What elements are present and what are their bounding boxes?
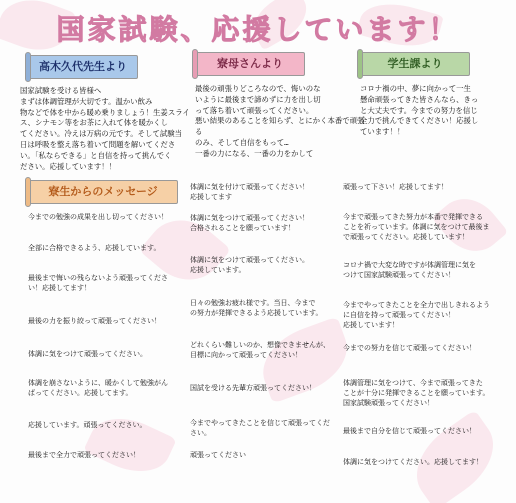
student-message: 体調に気をつけて頑張ってください。 応援しています。: [190, 256, 309, 274]
dorm-mother-label: [195, 52, 305, 76]
student-division-label-text: 学生課より: [387, 57, 443, 70]
dorm-mother-message: 最後の頑張りどころなので、悔いのな いように最後まで諦めずに力を出し切 って落ち着いて頑張ってください。 悪い結果のあることを知らず、とにかく本番で頑張る のみ、そして自信をもって… 一番の力になる、一番の力をかして: [195, 84, 365, 158]
student-message: 体調を崩さないように、暖かくして勉強がん ばってください。応援してます。: [28, 379, 168, 397]
student-message: 今までの努力を信じて頑張ってください！: [343, 344, 476, 352]
student-message: どれくらい難しいのか、想像できませんが、 目標に向かって頑張ってください！: [190, 341, 330, 359]
student-message: 体調に気を付けて頑張ってください！ 応援してます: [190, 183, 309, 201]
scroll-curl-icon: [192, 49, 198, 79]
student-message: コロナ禍で大変な時ですが体調管理に気を つけて国家試験頑張ってください！: [343, 261, 476, 279]
student-message: 全部に合格できるよう、応援しています。: [28, 244, 161, 252]
dorm-students-label: [28, 180, 178, 204]
student-message: 最後まで自分を信じて頑張ってください！: [343, 427, 476, 435]
student-message: 今までやってきたことを全力で出しきれるよう に自信を持って頑張ってください！ 応援しています！: [343, 301, 490, 329]
teacher-message: 国家試験を受ける皆様へ まずは体調管理が大切です。温かい飲み 物などで体を中から暖め乗りましょう！生姜スライ ス、シナモン等をお茶に入れて体を暖かくし てください。冷えは万病の元です。そして試験当 日は呼吸を整え落ち着いて問題を解いてくださ い。「私ならできる」と自信を持って挑んでく ださい。応援しています！！: [20, 86, 190, 171]
student-message: 今までやってきたことを信じて頑張ってくだ さい。: [190, 419, 330, 437]
teacher-label-text: 高木久代先生より: [39, 60, 127, 73]
student-division-label: [360, 52, 470, 76]
teacher-label: [28, 55, 138, 79]
student-message: 頑張ってください: [190, 451, 246, 459]
student-message: 体調に気をつけてください。応援してます！: [343, 458, 483, 466]
dorm-students-label-text: 寮生からのメッセージ: [48, 185, 158, 198]
student-message: 国試を受ける先輩方頑張ってください！: [190, 384, 316, 392]
student-message: 日々の勉強お疲れ様です。当日、今まで の努力が発揮できるよう応援しています。: [190, 299, 323, 317]
scroll-curl-icon: [25, 52, 31, 82]
student-message: 頑張って下さい！応援してます！: [343, 183, 448, 191]
dorm-mother-label-text: 寮母さんより: [217, 57, 283, 70]
student-message: 今まで頑張ってきた努力が本番で発揮できる ことを祈っています。体調に気をつけて最後ま で頑張ってください。応援しています！: [343, 213, 490, 241]
scroll-curl-icon: [25, 177, 31, 207]
student-message: 体調に気をつけて頑張ってください！ 合格されることを願っています！: [190, 214, 309, 232]
petal-decoration: [83, 405, 177, 484]
student-message: 応援しています。頑張ってください。: [28, 421, 147, 429]
student-message: 今までの勉強の成果を出し切ってください！: [28, 213, 168, 221]
student-division-message: コロナ禍の中、夢に向かって一生 懸命頑張ってきた皆さんなら、きっ と大丈夫です。今までの努力を信じ 全力で挑んできてください！応援し ています！！: [360, 84, 479, 137]
student-message: 最後まで全力で頑張ってください！: [28, 451, 140, 459]
scroll-curl-icon: [357, 49, 363, 79]
student-message: 体調管理に気をつけて、今まで頑張ってきた ことが十分に発揮できることを願っています。 国家試験頑張ってください！: [343, 379, 490, 407]
student-message: 体調に気をつけて頑張ってください。: [28, 350, 147, 358]
page-title: 国家試験、応援しています！: [56, 13, 460, 46]
student-message: 最後まで悔いの残らないよう頑張ってくださ い！応援してます！: [28, 274, 168, 292]
student-message: 最後の力を振り絞って頑張ってください！: [28, 317, 161, 325]
